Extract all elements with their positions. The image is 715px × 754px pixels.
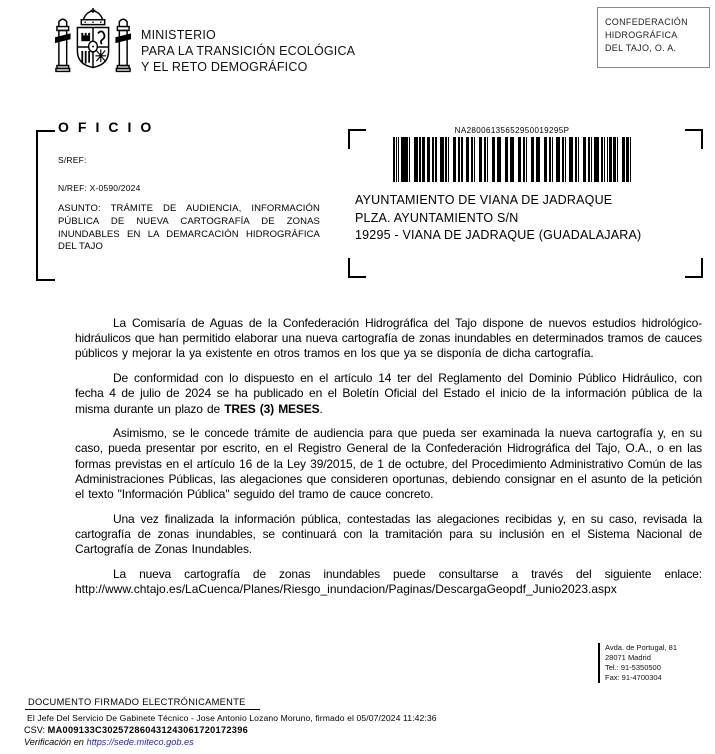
asunto-text: TRÁMITE DE AUDIENCIA, INFORMACIÓN PÚBLICA DE NUEVA CARTOGRAFÍA DE ZONAS INUNDABLES EN LA DEMARCACIÓN HIDROGRÁFICA DEL TAJO	[58, 203, 320, 253]
contact-line: 28071 Madrid	[605, 653, 651, 662]
address-line: AYUNTAMIENTO DE VIANA DE JADRAQUE	[355, 193, 613, 207]
oficio-bracket-line	[36, 130, 38, 281]
verification-text: Verificación en	[24, 737, 84, 747]
barcode-icon	[393, 137, 631, 182]
verification-link[interactable]: https://sede.miteco.gob.es	[86, 737, 194, 747]
letter-body	[75, 316, 702, 607]
paragraph-text: De conformidad con lo dispuesto en el artículo 14 ter del Reglamento del Dominio Público Hidráulico, con fecha 4 de julio de 2024 se ha publicado en el Boletín Oficial del Estado el inicio de la información pública de la misma durante un plazo de	[75, 371, 702, 416]
contact-line: Avda. de Portugal, 81	[605, 643, 677, 652]
signer-line: El Jefe Del Servicio De Gabinete Técnico - Jose Antonio Lozano Moruno, firmado el 05/07/2024 11:42:36	[27, 713, 437, 723]
ministry-line: PARA LA TRANSICIÓN ECOLÓGICA	[141, 44, 356, 58]
oficio-bracket-line	[36, 279, 55, 281]
verification-line	[24, 737, 194, 747]
oficio-bracket-line	[36, 130, 55, 132]
organism-line: CONFEDERACIÓN	[605, 17, 688, 27]
sref-label: S/REF:	[58, 155, 87, 165]
asunto-paragraph	[58, 203, 320, 254]
recipient-address	[355, 192, 641, 245]
body-paragraph-2	[75, 371, 702, 417]
body-paragraph-1: La Comisaría de Aguas de la Confederación Hidrográfica del Tajo dispone de nuevos estudios hidrológico-hidráulicos que han permitido elaborar una nueva cartografía de zonas inundables en determinados tramos de cauces públicos y mejorar la ya existente en otros tramos en los que ya se disponía de dicha cartografía.	[75, 316, 702, 361]
ministry-title	[141, 27, 355, 75]
bold-term: TRES (3) MESES	[224, 401, 320, 416]
organism-line: DEL TAJO, O. A.	[605, 43, 677, 53]
paragraph-text: .	[319, 401, 323, 416]
document-type-title: OFICIO	[58, 119, 161, 135]
cartography-url: http://www.chtajo.es/LaCuenca/Planes/Riesgo_inundacion/Paginas/DescargaGeopdf_Junio2023.aspx	[75, 582, 617, 597]
paragraph-text: La nueva cartografía de zonas inundables puede consultarse a través del siguiente enlace:	[113, 566, 702, 581]
contact-line: Fax: 91-4700304	[605, 673, 662, 682]
spain-coat-of-arms-icon	[54, 7, 132, 94]
csv-label: CSV:	[24, 725, 46, 735]
body-paragraph-4: Una vez finalizada la información pública, contestadas las alegaciones recibidas y, en su caso, revisada la cartografía de zonas inundables, se continuará con la tramitación para su inclusión en el Sistema Nacional de Cartografía de Zonas Inundables.	[75, 511, 702, 557]
asunto-label: ASUNTO:	[58, 203, 101, 214]
ministry-line: Y EL RETO DEMOGRÁFICO	[141, 60, 308, 74]
organism-line: HIDROGRÁFICA	[605, 30, 678, 40]
nref-value: X-0590/2024	[89, 183, 141, 193]
address-window-corner	[348, 129, 366, 149]
csv-value: MA009133C302572860431243061720172396	[47, 725, 249, 735]
address-window-corner	[348, 258, 366, 278]
body-paragraph-3: Asimismo, se le concede trámite de audiencia para que pueda ser examinada la nueva cartografía y, en su caso, pueda presentar por escrito, en el Registro General de la Confederación Hidrográfica del Tajo, O.A., o en las formas previstas en el artículo 16 de la Ley 39/2015, de 1 de octubre, del Procedimiento Administrativo Común de las Administraciones Públicas, las alegaciones que consideren oportunas, debiendo consignar en el asunto de la petición el texto "Información Pública" seguido del tramo de cauce concreto.	[75, 426, 702, 502]
contact-line: Tel.: 91-5350500	[605, 663, 661, 672]
ministry-line: MINISTERIO	[141, 28, 216, 42]
barcode-number: NA28006135652950019295P	[454, 126, 570, 135]
address-line: 19295 - VIANA DE JADRAQUE (GUADALAJARA)	[355, 228, 642, 242]
address-window-corner	[685, 258, 703, 278]
contact-block	[598, 643, 677, 683]
nref-label: N/REF:	[58, 183, 88, 193]
nref-line	[58, 183, 141, 193]
address-window-corner	[685, 129, 703, 149]
body-paragraph-5	[75, 567, 702, 597]
organism-box	[597, 7, 710, 68]
csv-line	[24, 725, 248, 735]
signed-electronically-title: DOCUMENTO FIRMADO ELECTRÓNICAMENTE	[25, 697, 260, 710]
address-line: PLZA. AYUNTAMIENTO S/N	[355, 210, 519, 225]
